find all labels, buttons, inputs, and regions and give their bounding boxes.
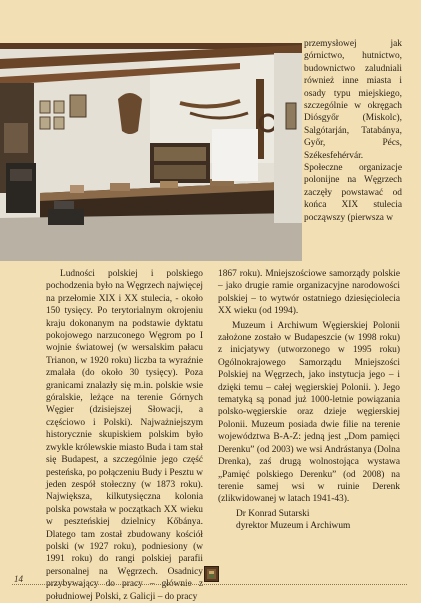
museum-interior-photo: [0, 43, 302, 261]
left-column: [46, 268, 203, 603]
publisher-logo-icon: [204, 566, 219, 582]
signature-role: dyrektor Muzeum i Archiwum: [236, 521, 351, 532]
right-paragraph-2: Muzeum i Archiwum Węgierskiej Polonii założone zostało w Budapeszcie (w 1998 roku) z inicjatywy (utworzonego w 1995 roku) Ogólnokrajowego Samorządu Mniejszości Polskiej na Węgrzech, jako instytucja jego – i dzięki temu – całej węgierskiej Polonii. ). Jego tematyką są ponad już 1000-letnie powiązania polsko-węgierskie oraz dzieje węgierskiej Polonii. Muzeum posiada dwie filie na terenie województwa B-A-Z: jedną jest „Dom pamięci Derenku” (od 2003) we wsi Andrástanya (Dolna Drenka), zaś drugą wolnostojąca wystawa „Pamięć polskiego Derenku” (od 2008) na terenie samej wsi w ruinie Derenk (zlikwidowanej w latach 1941-43).: [218, 320, 400, 505]
left-paragraph: Ludności polskiej i polskiego pochodzenia było na Węgrzech najwięcej na przełomie XIX i XX stulecia, - około 150 tysięcy. Po terytorialnym okrojeniu kraju dokonanym na podstawie dyktatu pokojowego narzuconego Węgrom po I wojnie światowej (w wersalskim pałacu Trianon, w 1920 roku) liczba ta wyraźnie zmalała (do około 30 tysięcy). Poza granicami znalazły się m.in. polskie wsie góralskie, leżące na terenie Górnych Węgier (dzisiejszej Słowacji, a częściowo i Polski). Najważniejszym historycznie skupiskiem polskim było zwykle królewskie miasto Buda i tam stał się Budapest, a szczególnie jego część pesteńska, po połączeniu Budy i Pesztu w jeden zespół stołeczny (w 1873 roku). Największa, kilkutysięczna kolonia polska powstała w początkach XX wieku w peszteńskiej dzielnicy Kőbánya. Dlatego tam został zbudowany kościół polski (w 1927 roku), podniesiony (w 1991 roku) do rangi polskiej parafii personalnej na Węgrzech. Osadnicy przybywający do pracy – głównie z południowej Polski, z Galicji – do pracy: [46, 269, 203, 602]
signature-name: Dr Konrad Sutarski: [236, 509, 310, 519]
footer-divider: [12, 584, 407, 585]
right-top-text: przemysłowej jak górnictwo, hutnictwo, budownictwo zaludniali również inne miasta i osady typu miejskiego, szczególnie w okręgach Diósgyőr (Miskolc), Salgótarján, Tatabánya, Győr, Pécs, Székesfehérvár. Społeczne organizacje polonijne na Węgrzech zaczęły powstawać od końca XIX stulecia począwszy (pierwsza w: [304, 39, 402, 223]
museum-interior-illustration: [0, 43, 302, 261]
right-column: [218, 268, 400, 506]
page-number: 14: [14, 574, 23, 584]
signature: [236, 508, 396, 533]
right-top-column: [304, 38, 402, 224]
right-paragraph-1: 1867 roku). Mniejszościowe samorządy polskie – jako drugie ramie organizacyjne narodowości polskiej – to wytwór ostatniego dziesięciolecia XX wieku (od 1994).: [218, 269, 400, 317]
